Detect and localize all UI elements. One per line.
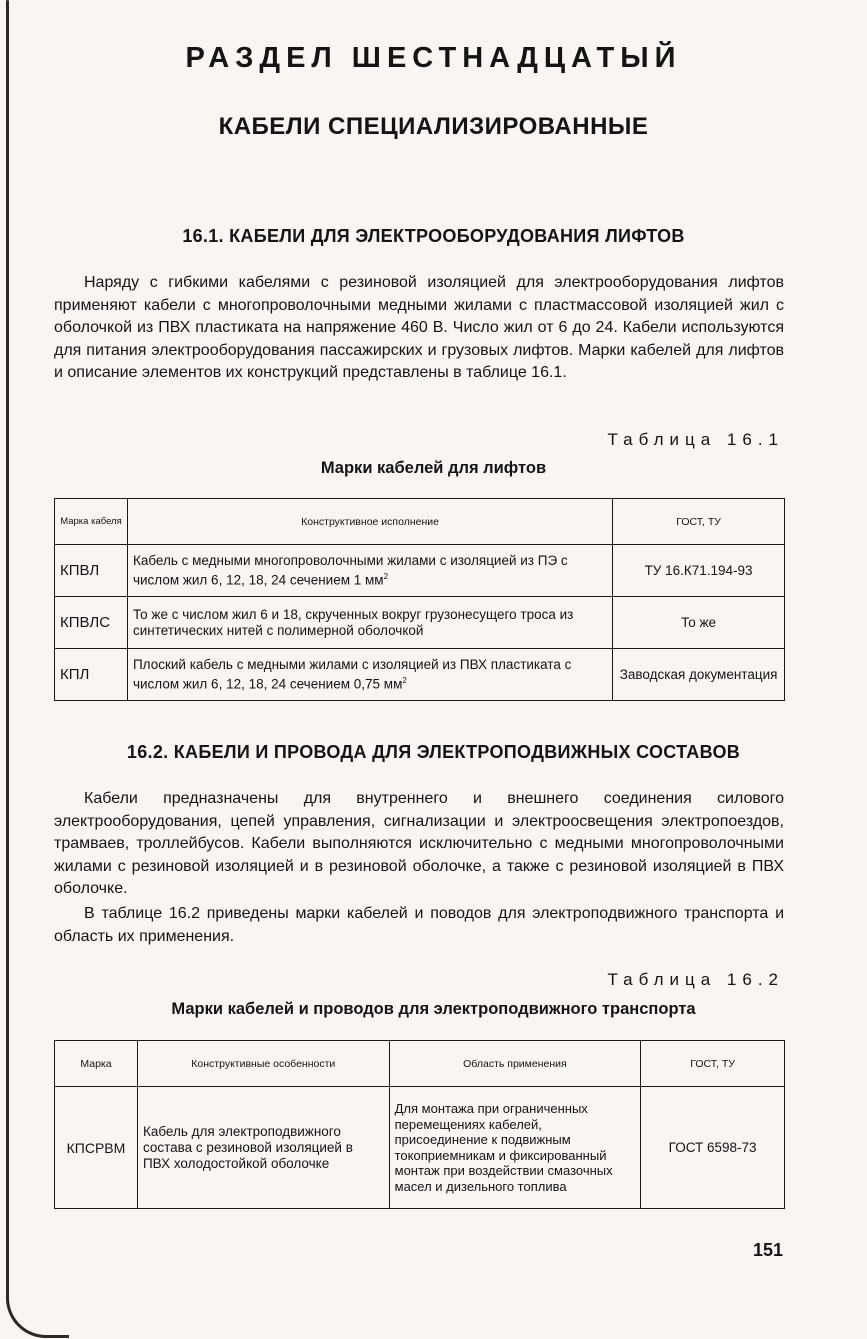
table-label-16-2: Таблица 16.2	[607, 970, 784, 989]
table-header-row	[55, 499, 785, 545]
section-title: РАЗДЕЛ ШЕСТНАДЦАТЫЙ	[185, 42, 682, 74]
header-mark: Марка кабеля	[55, 499, 128, 545]
table-row	[55, 597, 785, 649]
paragraph-16-2-a: Кабели предназначены для внутреннего и внешнего соединения силового электрооборудования, цепей управления, сигнализации и электроосвещения электропоездов, трамваев, троллейбусов. Кабели выполняются исключительно с медными многопроволочными жилами с резиновой изоляцией и в резиновой оболочке, а также с резиновой изоляцией в ПВХ оболочке.	[54, 790, 784, 898]
table-caption-16-2: Марки кабелей и проводов для электроподвижного транспорта	[171, 1000, 696, 1018]
header-mark: Марка	[55, 1041, 138, 1087]
header-design: Конструктивные особенности	[137, 1041, 389, 1087]
table-16-1	[54, 498, 785, 701]
cell-gost: Заводская документация	[613, 649, 785, 701]
paragraph-16-1: Наряду с гибкими кабелями с резиновой изоляцией для электрооборудования лифтов применяют кабели с многопроволочными медными жилами с пластмассовой изоляцией жил с оболочкой из ПВХ пластиката на напряжение 460 В. Число жил от 6 до 24. Кабели используются для питания электрооборудования пассажирских и грузовых лифтов. Марки кабелей для лифтов и описание элементов их конструкций представлены в таблице 16.1.	[54, 274, 784, 382]
table-row	[55, 649, 785, 701]
cell-mark: КПСРВМ	[55, 1087, 138, 1209]
subsection-heading-16-1: 16.1. КАБЕЛИ ДЛЯ ЭЛЕКТРООБОРУДОВАНИЯ ЛИФТОВ	[182, 226, 685, 246]
header-gost: ГОСТ, ТУ	[641, 1041, 785, 1087]
cell-design: Кабель с медными многопроволочными жилами с изоляцией из ПЭ с числом жил 6, 12, 18, 24 сечением 1 $мм^2$	[127, 545, 612, 597]
paragraph-16-2-b: В таблице 16.2 приведены марки кабелей и поводов для электроподвижного транспорта и область их применения.	[54, 905, 784, 945]
page-number: 151	[752, 1240, 783, 1260]
table-16-2	[54, 1040, 785, 1209]
cell-gost: ТУ 16.К71.194-93	[613, 545, 785, 597]
chapter-title: КАБЕЛИ СПЕЦИАЛИЗИРОВАННЫЕ	[218, 113, 649, 140]
table-row	[55, 1087, 785, 1209]
header-design: Конструктивное исполнение	[127, 499, 612, 545]
page-corner-curve	[6, 1290, 69, 1338]
header-application: Область применения	[389, 1041, 641, 1087]
cell-gost: То же	[613, 597, 785, 649]
cell-mark: КПВЛС	[55, 597, 128, 649]
table-label-16-1: Таблица 16.1	[607, 430, 784, 449]
table-header-row	[55, 1041, 785, 1087]
header-gost: ГОСТ, ТУ	[613, 499, 785, 545]
table-caption-16-1: Марки кабелей для лифтов	[320, 459, 547, 477]
cell-design: Кабель для электроподвижного состава с резиновой изоляцией в ПВХ холодостойкой оболочке	[137, 1087, 389, 1209]
cell-application: Для монтажа при ограниченных перемещениях кабелей, присоединение к подвижным токоприемникам и фиксированный монтаж при воздействии смазочных масел и дизельного топлива	[389, 1087, 641, 1209]
cell-mark: КПВЛ	[55, 545, 128, 597]
subsection-heading-16-2: 16.2. КАБЕЛИ И ПРОВОДА ДЛЯ ЭЛЕКТРОПОДВИЖНЫХ СОСТАВОВ	[126, 742, 741, 762]
cell-mark: КПЛ	[55, 649, 128, 701]
page-spine-edge	[6, 0, 9, 1300]
cell-design: То же с числом жил 6 и 18, скрученных вокруг грузонесущего троса из синтетических нитей с полимерной оболочкой	[127, 597, 612, 649]
table-row	[55, 545, 785, 597]
cell-gost: ГОСТ 6598-73	[641, 1087, 785, 1209]
cell-design: Плоский кабель с медными жилами с изоляцией из ПВХ пластиката с числом жил 6, 12, 18, 24 сечением 0,75 $мм^2$	[127, 649, 612, 701]
